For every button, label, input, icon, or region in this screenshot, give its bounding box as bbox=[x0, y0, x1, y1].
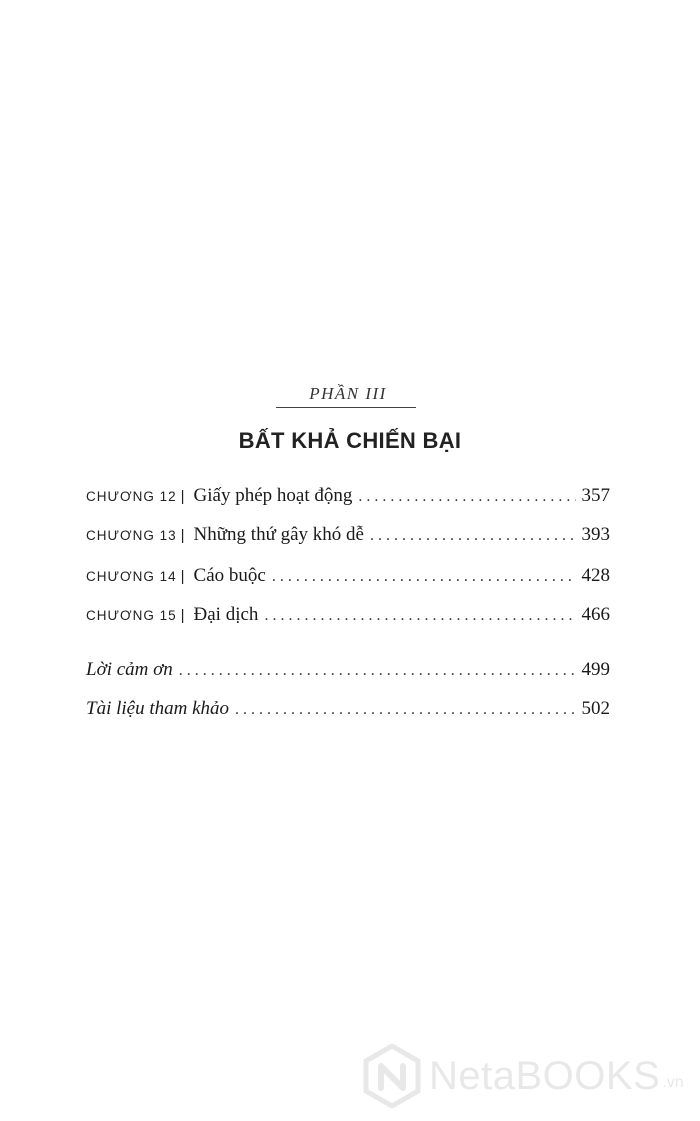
part-divider bbox=[276, 407, 416, 408]
toc-row-chapter-15[interactable] bbox=[86, 602, 610, 628]
entry-title: Tài liệu tham khảo bbox=[86, 698, 230, 719]
dot-leader bbox=[272, 564, 576, 590]
dot-leader bbox=[235, 697, 575, 723]
chapter-title: Cáo buộc bbox=[193, 565, 266, 586]
chapter-separator: | bbox=[180, 607, 185, 624]
page-number: 502 bbox=[581, 698, 610, 719]
entry-title: Lời cảm ơn bbox=[86, 659, 173, 680]
toc-row-acknowledgements[interactable] bbox=[86, 657, 610, 683]
watermark-suffix: .vn bbox=[662, 1074, 684, 1091]
section-title: BẤT KHẢ CHIẾN BẠI bbox=[238, 428, 462, 453]
page-number: 428 bbox=[581, 565, 610, 586]
watermark bbox=[363, 1040, 693, 1112]
part-label: PHẦN III bbox=[309, 384, 387, 403]
n-hexagon-logo-icon bbox=[363, 1044, 421, 1108]
chapter-label: CHƯƠNG 12 bbox=[86, 489, 177, 504]
toc-row-references[interactable] bbox=[86, 696, 610, 722]
chapter-separator: | bbox=[180, 488, 185, 505]
chapter-title: Giấy phép hoạt động bbox=[193, 485, 353, 506]
dot-leader bbox=[358, 484, 575, 510]
chapter-separator: | bbox=[180, 568, 185, 585]
page-number: 466 bbox=[581, 604, 610, 625]
dot-leader bbox=[264, 603, 575, 629]
page-number: 499 bbox=[581, 659, 610, 680]
chapter-separator: | bbox=[180, 527, 185, 544]
watermark-brand: NetaBOOKS bbox=[429, 1053, 661, 1098]
toc-row-chapter-14[interactable] bbox=[86, 563, 610, 589]
chapter-label: CHƯƠNG 13 bbox=[86, 528, 177, 543]
chapter-title: Đại dịch bbox=[193, 604, 259, 625]
chapter-label: CHƯƠNG 15 bbox=[86, 608, 177, 623]
chapter-label: CHƯƠNG 14 bbox=[86, 569, 177, 584]
dot-leader bbox=[370, 523, 576, 549]
toc-row-chapter-12[interactable] bbox=[86, 483, 610, 509]
chapter-title: Những thứ gây khó dễ bbox=[193, 524, 364, 545]
dot-leader bbox=[179, 658, 576, 684]
page-number: 357 bbox=[581, 485, 610, 506]
page-number: 393 bbox=[581, 524, 610, 545]
toc-row-chapter-13[interactable] bbox=[86, 522, 610, 548]
